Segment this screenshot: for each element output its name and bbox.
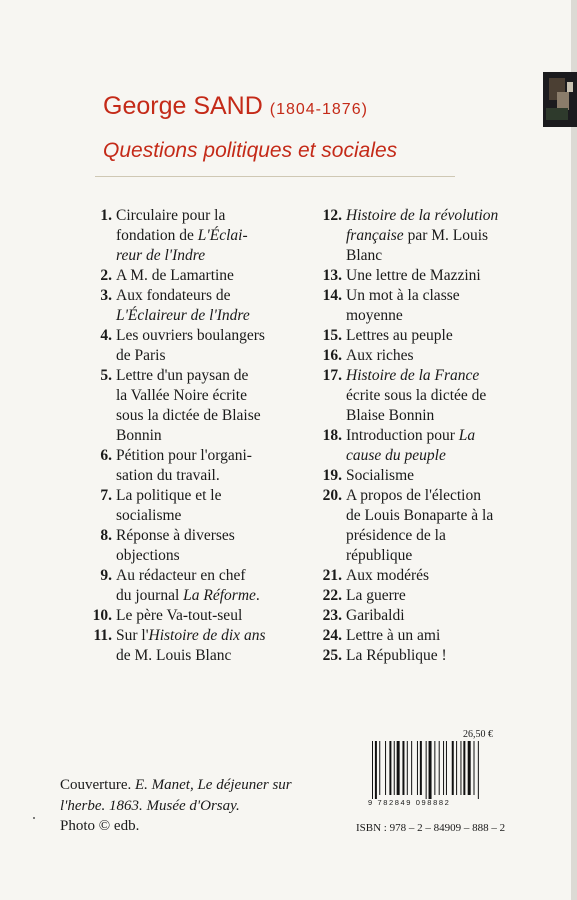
contents-item-text: écrite sous la dictée de: [346, 387, 487, 404]
contents-item: [90, 286, 300, 326]
credit-text: E. Manet, Le déjeuner sur l'herbe. 1863. Musée d'Orsay.: [60, 777, 292, 814]
contents-item-number: 20.: [322, 487, 342, 504]
credit-label: Couverture.: [60, 777, 132, 793]
contents-item-line: [346, 646, 523, 666]
contents-item-number: 6.: [100, 447, 112, 464]
contents-item-line: [116, 506, 300, 526]
contents-item-line: [116, 326, 300, 346]
contents-item-text: présidence de la: [346, 527, 446, 544]
contents-item-text: .: [255, 587, 260, 604]
contents-item-text: française: [346, 227, 404, 244]
contents-item-line: [116, 386, 300, 406]
contents-item: [318, 486, 523, 566]
barcode-bar: [394, 741, 395, 795]
book-title: Questions politiques et sociales: [103, 139, 398, 162]
barcode-bar: [402, 741, 404, 795]
contents-item-number: 24.: [322, 627, 342, 644]
author-years: (1804-1876): [269, 101, 368, 118]
contents-item-number: 18.: [322, 427, 342, 444]
contents-item: [318, 466, 523, 486]
contents-item: [318, 206, 523, 266]
contents-item-number: 7.: [100, 487, 112, 504]
contents-item: [318, 326, 523, 346]
contents-item-line: [346, 606, 523, 626]
cover-painting-thumbnail: [543, 72, 577, 127]
contents-item: [318, 346, 523, 366]
contents-item-number: 2.: [100, 267, 112, 284]
barcode-bar: [443, 741, 444, 795]
contents-item-line: [116, 626, 300, 646]
contents-item-line: [116, 206, 300, 226]
contents-item-text: Au rédacteur en chef: [116, 567, 246, 584]
contents-item-line: [346, 406, 523, 426]
contents-item-text: Le père Va-tout-seul: [116, 607, 243, 624]
contents-item-text: Sur l': [116, 627, 149, 644]
contents-item-line: [116, 246, 300, 266]
contents-item-text: du journal: [116, 587, 184, 604]
contents-item-text: Les ouvriers boulangers: [116, 327, 265, 344]
contents-item-line: [116, 486, 300, 506]
barcode-bar: [417, 741, 418, 795]
contents-item-number: 13.: [322, 267, 342, 284]
contents-item-number: 10.: [92, 607, 112, 624]
contents-item-line: [116, 406, 300, 426]
contents-item-line: [346, 426, 523, 446]
contents-item-text: La République !: [346, 647, 447, 664]
title-divider: [95, 176, 455, 177]
contents-item-number: 25.: [322, 647, 342, 664]
cover-credit: [60, 775, 330, 837]
contents-item-line: [346, 366, 523, 386]
barcode-bar: [439, 741, 440, 795]
contents-item-line: [116, 606, 300, 626]
author-name: George SAND: [103, 92, 263, 120]
contents-item-text: L'Éclai-: [197, 227, 248, 244]
contents-item-text: Histoire de la France: [346, 367, 480, 384]
contents-item-line: [346, 446, 523, 466]
contents-item-line: [116, 526, 300, 546]
contents-item-line: [346, 206, 523, 226]
contents-item-line: [116, 646, 300, 666]
contents-item-text: A M. de Lamartine: [116, 267, 234, 284]
contents-item-line: [346, 246, 523, 266]
contents-item-number: 19.: [322, 467, 342, 484]
contents-item-line: [346, 586, 523, 606]
contents-item-text: reur de l'Indre: [116, 247, 206, 264]
contents-item-text: A propos de l'élection: [346, 487, 481, 504]
contents-item: [90, 566, 300, 606]
contents-item-text: Aux fondateurs de: [116, 287, 231, 304]
contents-item: [318, 286, 523, 326]
contents-item-line: [116, 566, 300, 586]
contents-item: [318, 366, 523, 426]
isbn: ISBN : 978 – 2 – 84909 – 888 – 2: [356, 822, 506, 834]
contents-item-number: 15.: [322, 327, 342, 344]
contents-item-line: [346, 466, 523, 486]
contents-item-text: La Réforme: [183, 587, 256, 604]
contents-item-text: sous la dictée de Blaise: [116, 407, 261, 424]
barcode-bar: [474, 741, 475, 795]
contents-item-text: Aux riches: [346, 347, 414, 364]
contents-item-number: 1.: [100, 207, 112, 224]
contents-item-text: Blanc: [346, 247, 383, 264]
contents-item: [90, 446, 300, 486]
contents-item-line: [346, 506, 523, 526]
contents-item-number: 4.: [100, 327, 112, 344]
contents-item-text: Réponse à diverses: [116, 527, 235, 544]
barcode-bar: [407, 741, 408, 795]
contents-item-line: [116, 446, 300, 466]
contents-item-text: république: [346, 547, 413, 564]
contents-item-text: de Louis Bonaparte à la: [346, 507, 494, 524]
barcode-bar: [460, 741, 461, 795]
contents-item: [90, 366, 300, 446]
contents-item-line: [346, 626, 523, 646]
contents-item-line: [116, 286, 300, 306]
contents-item-text: Garibaldi: [346, 607, 405, 624]
contents-item-text: Blaise Bonnin: [346, 407, 435, 424]
barcode-bar: [446, 741, 447, 795]
contents-item-text: Lettre d'un paysan de: [116, 367, 249, 384]
contents-item-text: Pétition pour l'organi-: [116, 447, 252, 464]
contents-item: [90, 486, 300, 526]
barcode-bar: [397, 741, 400, 795]
contents-item-line: [346, 266, 523, 286]
contents-item-line: [116, 546, 300, 566]
contents-item: [318, 266, 523, 286]
barcode-bar: [420, 741, 422, 795]
contents-item-line: [346, 306, 523, 326]
contents-item-number: 8.: [100, 527, 112, 544]
contents-item: [90, 266, 300, 286]
contents-item-number: 21.: [322, 567, 342, 584]
contents-item-text: moyenne: [346, 307, 403, 324]
barcode-bar: [456, 741, 457, 795]
contents-item-number: 14.: [322, 287, 342, 304]
contents-left-column: [90, 206, 300, 666]
contents-item-text: La politique et le: [116, 487, 222, 504]
contents-item: [90, 526, 300, 566]
contents-item-line: [116, 466, 300, 486]
contents-right-column: [318, 206, 523, 666]
contents-item: [90, 626, 300, 666]
barcode-bar: [385, 741, 386, 795]
barcode-bar: [463, 741, 465, 795]
barcode-bar: [411, 741, 412, 795]
contents-item-text: Introduction pour: [346, 427, 459, 444]
book-spine-edge: [571, 0, 577, 900]
credit-photo: Photo © edb.: [60, 818, 140, 834]
contents-item-number: 5.: [100, 367, 112, 384]
contents-item-line: [116, 346, 300, 366]
contents-item-line: [346, 546, 523, 566]
contents-item-text: de Paris: [116, 347, 166, 364]
contents-item-text: Un mot à la classe: [346, 287, 460, 304]
barcode-bar: [434, 741, 435, 795]
price: 26,50 €: [463, 729, 493, 740]
contents-item-text: L'Éclaireur de l'Indre: [116, 307, 250, 324]
contents-item-text: Socialisme: [346, 467, 415, 484]
contents-item-number: 9.: [100, 567, 112, 584]
barcode-bar: [375, 741, 377, 799]
contents-item-line: [346, 226, 523, 246]
contents-item-text: par M. Louis: [403, 227, 489, 244]
contents-item-text: Histoire de dix ans: [148, 627, 266, 644]
contents-item-text: Lettres au peuple: [346, 327, 453, 344]
contents-item-text: socialisme: [116, 507, 182, 524]
contents-item: [318, 646, 523, 666]
barcode-bar: [426, 741, 427, 799]
contents-item: [90, 606, 300, 626]
contents-item: [318, 626, 523, 646]
contents-item-line: [116, 586, 300, 606]
contents-item-line: [116, 306, 300, 326]
contents-item-text: cause du peuple: [346, 447, 446, 464]
barcode-bar: [379, 741, 380, 795]
contents-item-line: [346, 566, 523, 586]
contents-item-text: La: [458, 427, 476, 444]
author-heading: [103, 92, 368, 121]
contents-item-line: [346, 386, 523, 406]
contents-item-line: [346, 286, 523, 306]
contents-item-text: Une lettre de Mazzini: [346, 267, 481, 284]
contents-item-line: [346, 526, 523, 546]
contents-item-number: 23.: [322, 607, 342, 624]
contents-item-number: 22.: [322, 587, 342, 604]
contents-item-text: Bonnin: [116, 427, 162, 444]
contents-item-line: [116, 426, 300, 446]
barcode-digits: 9 782849 098882: [368, 798, 451, 807]
contents-item-number: 3.: [100, 287, 112, 304]
contents-item-text: Histoire de la révolution: [346, 207, 499, 224]
contents-item: [90, 326, 300, 366]
barcode-bar: [468, 741, 471, 795]
contents-item-text: fondation de: [116, 227, 198, 244]
contents-item-text: la Vallée Noire écrite: [116, 387, 247, 404]
contents-item-number: 16.: [322, 347, 342, 364]
contents-item-text: Circulaire pour la: [116, 207, 226, 224]
barcode: [370, 741, 505, 799]
contents-item-text: objections: [116, 547, 180, 564]
contents-item-line: [346, 346, 523, 366]
contents-item: [318, 426, 523, 466]
contents-item-line: [346, 486, 523, 506]
barcode-bar: [372, 741, 373, 799]
contents-item-text: sation du travail.: [116, 467, 220, 484]
barcode-bar: [478, 741, 479, 799]
stray-mark: [33, 817, 35, 819]
contents-item-line: [116, 226, 300, 246]
contents-item-text: La guerre: [346, 587, 406, 604]
contents-item-line: [116, 366, 300, 386]
contents-item: [318, 606, 523, 626]
contents-item-text: Lettre à un ami: [346, 627, 441, 644]
contents-item: [318, 586, 523, 606]
contents-item-number: 17.: [322, 367, 342, 384]
contents-item-text: de M. Louis Blanc: [116, 647, 232, 664]
contents-item-number: 12.: [322, 207, 342, 224]
contents-item-line: [116, 266, 300, 286]
barcode-bar: [429, 741, 432, 799]
contents-item: [318, 566, 523, 586]
contents-item: [90, 206, 300, 266]
contents-item-number: 11.: [93, 627, 112, 644]
barcode-bar: [452, 741, 454, 795]
barcode-bar: [389, 741, 391, 795]
contents-item-text: Aux modérés: [346, 567, 430, 584]
contents-item-line: [346, 326, 523, 346]
